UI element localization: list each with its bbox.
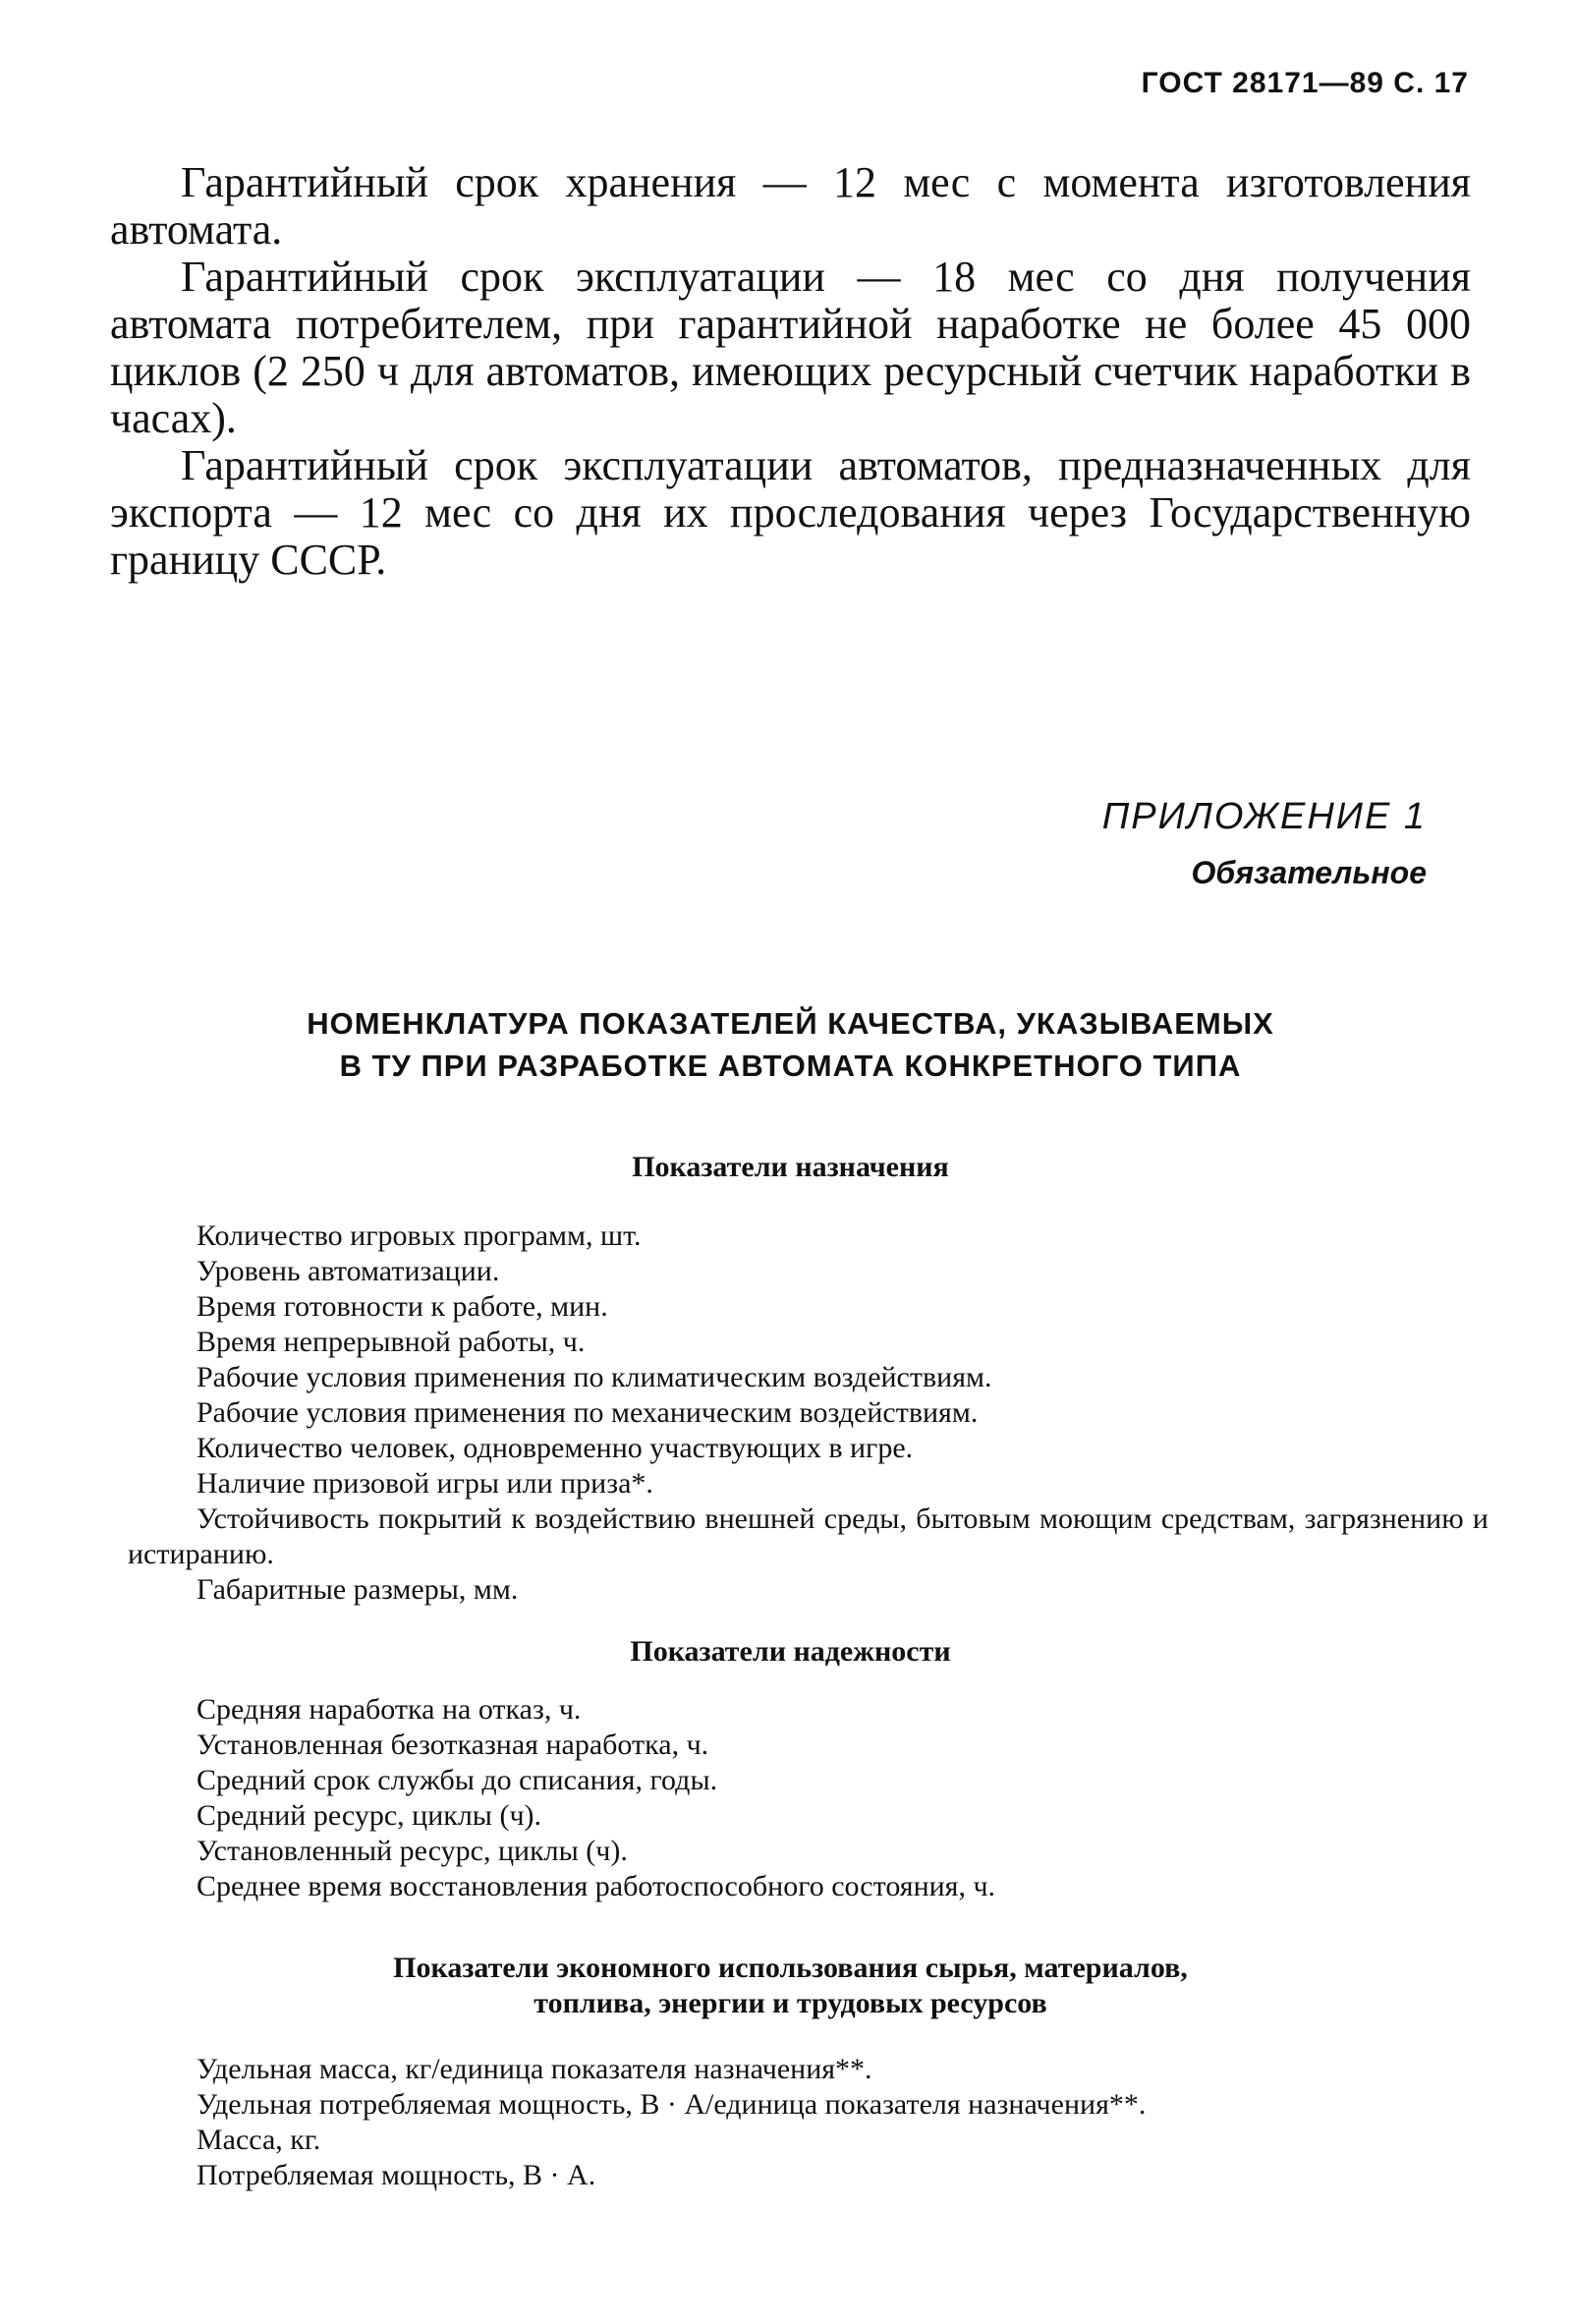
- title-line: НОМЕНКЛАТУРА ПОКАЗАТЕЛЕЙ КАЧЕСТВА, УКАЗЫВАЕМЫХ: [307, 1006, 1274, 1041]
- list-item: Время готовности к работе, мин.: [196, 1290, 608, 1323]
- section-title-line: Показатели назначения: [632, 1151, 949, 1183]
- page-header: ГОСТ 28171—89 С. 17: [1141, 67, 1469, 99]
- list-item: Время непрерывной работы, ч.: [196, 1326, 586, 1358]
- section-title-line: Показатели экономного использования сырья, материалов,: [393, 1952, 1188, 1984]
- list-reliability-indicators: [128, 1692, 1488, 1904]
- list-item: Установленный ресурс, циклы (ч).: [196, 1835, 628, 1867]
- list-item: Среднее время восстановления работоспособного состояния, ч.: [196, 1870, 996, 1902]
- list-item: Уровень автоматизации.: [196, 1255, 500, 1287]
- list-item: Удельная потребляемая мощность, В · А/единица показателя назначения**.: [196, 2088, 1147, 2121]
- list-item: Количество игровых программ, шт.: [196, 1219, 642, 1252]
- paragraph-operation-warranty: Гарантийный срок эксплуатации — 18 мес со дня получения автомата потребителем, при гарантийной наработке не более 45 000 циклов (2 250 ч для автоматов, имеющих ресурсный счетчик наработки в часах).: [110, 253, 1471, 442]
- list-item: Рабочие условия применения по климатическим воздействиям.: [196, 1361, 992, 1393]
- list-item: Рабочие условия применения по механическим воздействиям.: [196, 1396, 979, 1429]
- list-item: Масса, кг.: [196, 2124, 321, 2156]
- appendix-status: Обязательное: [1191, 855, 1427, 890]
- section-title-reliability: [110, 1634, 1471, 1670]
- paragraph-export-warranty: Гарантийный срок эксплуатации автоматов, предназначенных для экспорта — 12 мес со дня их проследования через Государственную границу СССР.: [110, 441, 1471, 584]
- list-item: Удельная масса, кг/единица показателя назначения**.: [196, 2053, 872, 2085]
- title-line: В ТУ ПРИ РАЗРАБОТКЕ АВТОМАТА КОНКРЕТНОГО ТИПА: [339, 1049, 1242, 1083]
- list-item: Установленная безотказная наработка, ч.: [196, 1729, 709, 1761]
- list-item: Потребляемая мощность, В · А.: [196, 2159, 596, 2191]
- section-title-purpose: [110, 1150, 1471, 1185]
- list-item: Средний срок службы до списания, годы.: [196, 1764, 718, 1796]
- list-purpose-indicators: [128, 1219, 1488, 1608]
- list-item: Устойчивость покрытий к воздействию внешней среды, бытовым моющим средствам, загрязнению и истиранию.: [128, 1502, 1488, 1570]
- list-economy-indicators: [128, 2052, 1488, 2193]
- list-item: Количество человек, одновременно участвующих в игре.: [196, 1432, 914, 1464]
- appendix-label: ПРИЛОЖЕНИЕ 1: [1101, 796, 1427, 837]
- section-title-economy: [110, 1951, 1471, 2021]
- intro-text: [110, 159, 1471, 584]
- list-item: Габаритные размеры, мм.: [196, 1573, 519, 1606]
- section-title-line: топлива, энергии и трудовых ресурсов: [533, 1987, 1047, 2019]
- document-title: [110, 1002, 1471, 1087]
- paragraph-storage-warranty: Гарантийный срок хранения — 12 мес с момента изготовления автомата.: [110, 158, 1471, 254]
- list-item: Наличие призовой игры или приза*.: [196, 1467, 653, 1500]
- list-item: Средняя наработка на отказ, ч.: [196, 1693, 582, 1726]
- section-title-line: Показатели надежности: [630, 1635, 951, 1668]
- list-item: Средний ресурс, циклы (ч).: [196, 1799, 542, 1832]
